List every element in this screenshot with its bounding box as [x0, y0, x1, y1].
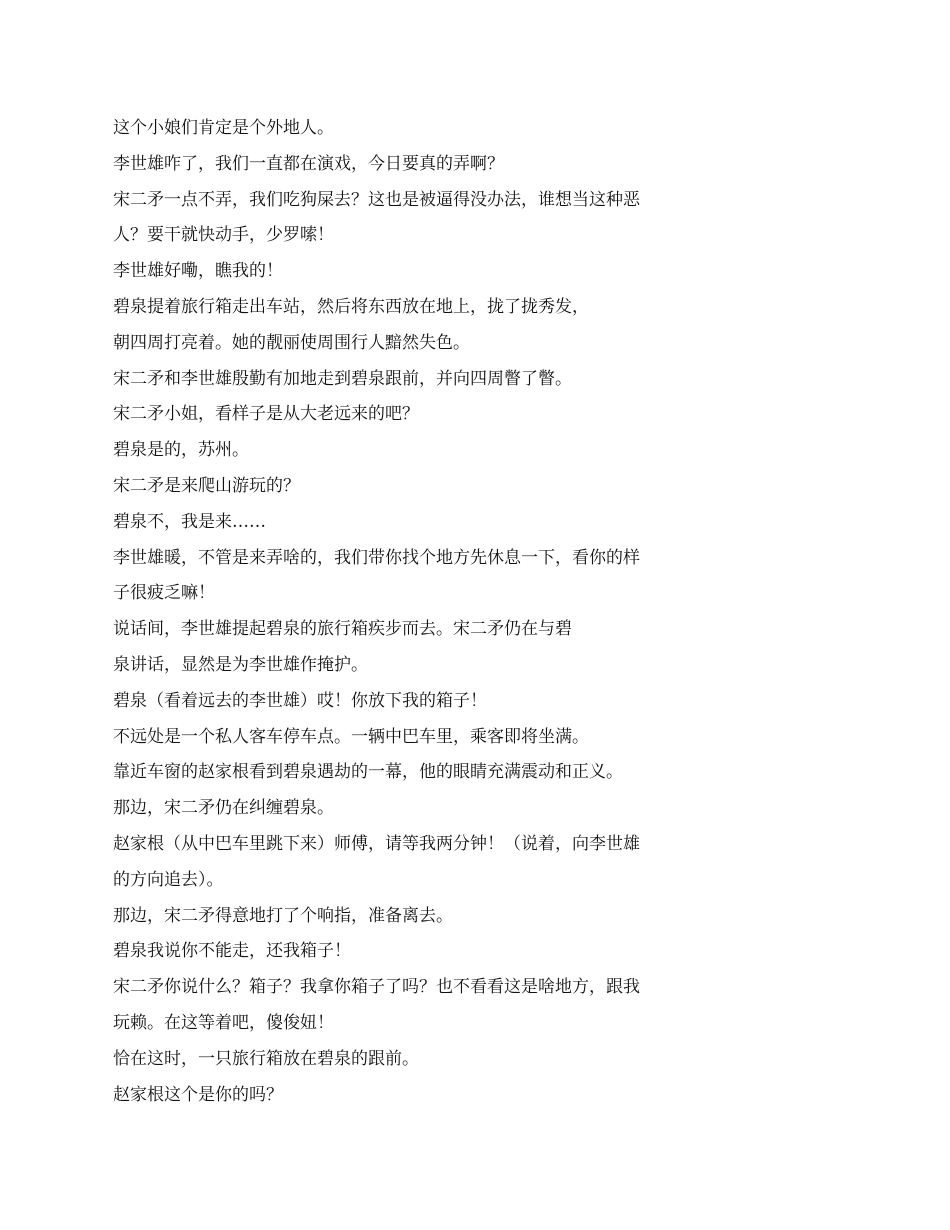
text-line: 碧泉是的，苏州。: [113, 440, 249, 461]
text-line: 子很疲乏嘛！: [113, 583, 215, 604]
text-line: 恰在这时，一只旅行箱放在碧泉的跟前。: [113, 1048, 419, 1069]
text-line: 碧泉（看着远去的李世雄）哎！你放下我的箱子！: [113, 690, 487, 711]
text-line: 人？要干就快动手，少罗嗦！: [113, 225, 334, 246]
text-line: 宋二矛是来爬山游玩的？: [113, 475, 300, 496]
text-line: 赵家根（从中巴车里跳下来）师傅，请等我两分钟！（说着，向李世雄: [113, 833, 640, 854]
text-line: 朝四周打亮着。她的靓丽使周围行人黯然失色。: [113, 332, 470, 353]
text-line: 这个小娘们肯定是个外地人。: [113, 118, 334, 138]
text-line: 碧泉提着旅行箱走出车站，然后将东西放在地上，拢了拢秀发，: [113, 296, 589, 317]
text-line: 那边，宋二矛仍在纠缠碧泉。: [113, 798, 334, 819]
text-line: 碧泉不，我是来……: [113, 511, 266, 532]
text-line: 李世雄好嘞，瞧我的！: [113, 261, 283, 282]
text-line: 那边，宋二矛得意地打了个响指，准备离去。: [113, 905, 453, 926]
document-page: [113, 111, 713, 1113]
text-line: 宋二矛和李世雄殷勤有加地走到碧泉跟前，并向四周瞥了瞥。: [113, 368, 572, 389]
text-line: 宋二矛小姐，看样子是从大老远来的吧？: [113, 404, 419, 425]
text-line: 碧泉我说你不能走，还我箱子！: [113, 941, 351, 962]
text-line: 李世雄咋了，我们一直都在演戏，今日要真的弄啊？: [113, 153, 504, 174]
text-line: 玩赖。在这等着吧，傻俊妞！: [113, 1012, 334, 1033]
text-line: 宋二矛一点不弄，我们吃狗屎去？这也是被逼得没办法，谁想当这种恶: [113, 189, 640, 210]
text-line: 说话间，李世雄提起碧泉的旅行箱疾步而去。宋二矛仍在与碧: [113, 619, 572, 640]
text-line: 靠近车窗的赵家根看到碧泉遇劫的一幕，他的眼睛充满震动和正义。: [113, 762, 623, 783]
text-line: 赵家根这个是你的吗？: [113, 1084, 283, 1105]
text-line: 泉讲话，显然是为李世雄作掩护。: [113, 654, 368, 675]
text-line: 不远处是一个私人客车停车点。一辆中巴车里，乘客即将坐满。: [113, 726, 589, 747]
text-line: 宋二矛你说什么？箱子？我拿你箱子了吗？也不看看这是啥地方，跟我: [113, 977, 640, 998]
text-line: 的方向追去）。: [113, 869, 224, 890]
text-line: 李世雄暖，不管是来弄啥的，我们带你找个地方先休息一下，看你的样: [113, 547, 640, 568]
